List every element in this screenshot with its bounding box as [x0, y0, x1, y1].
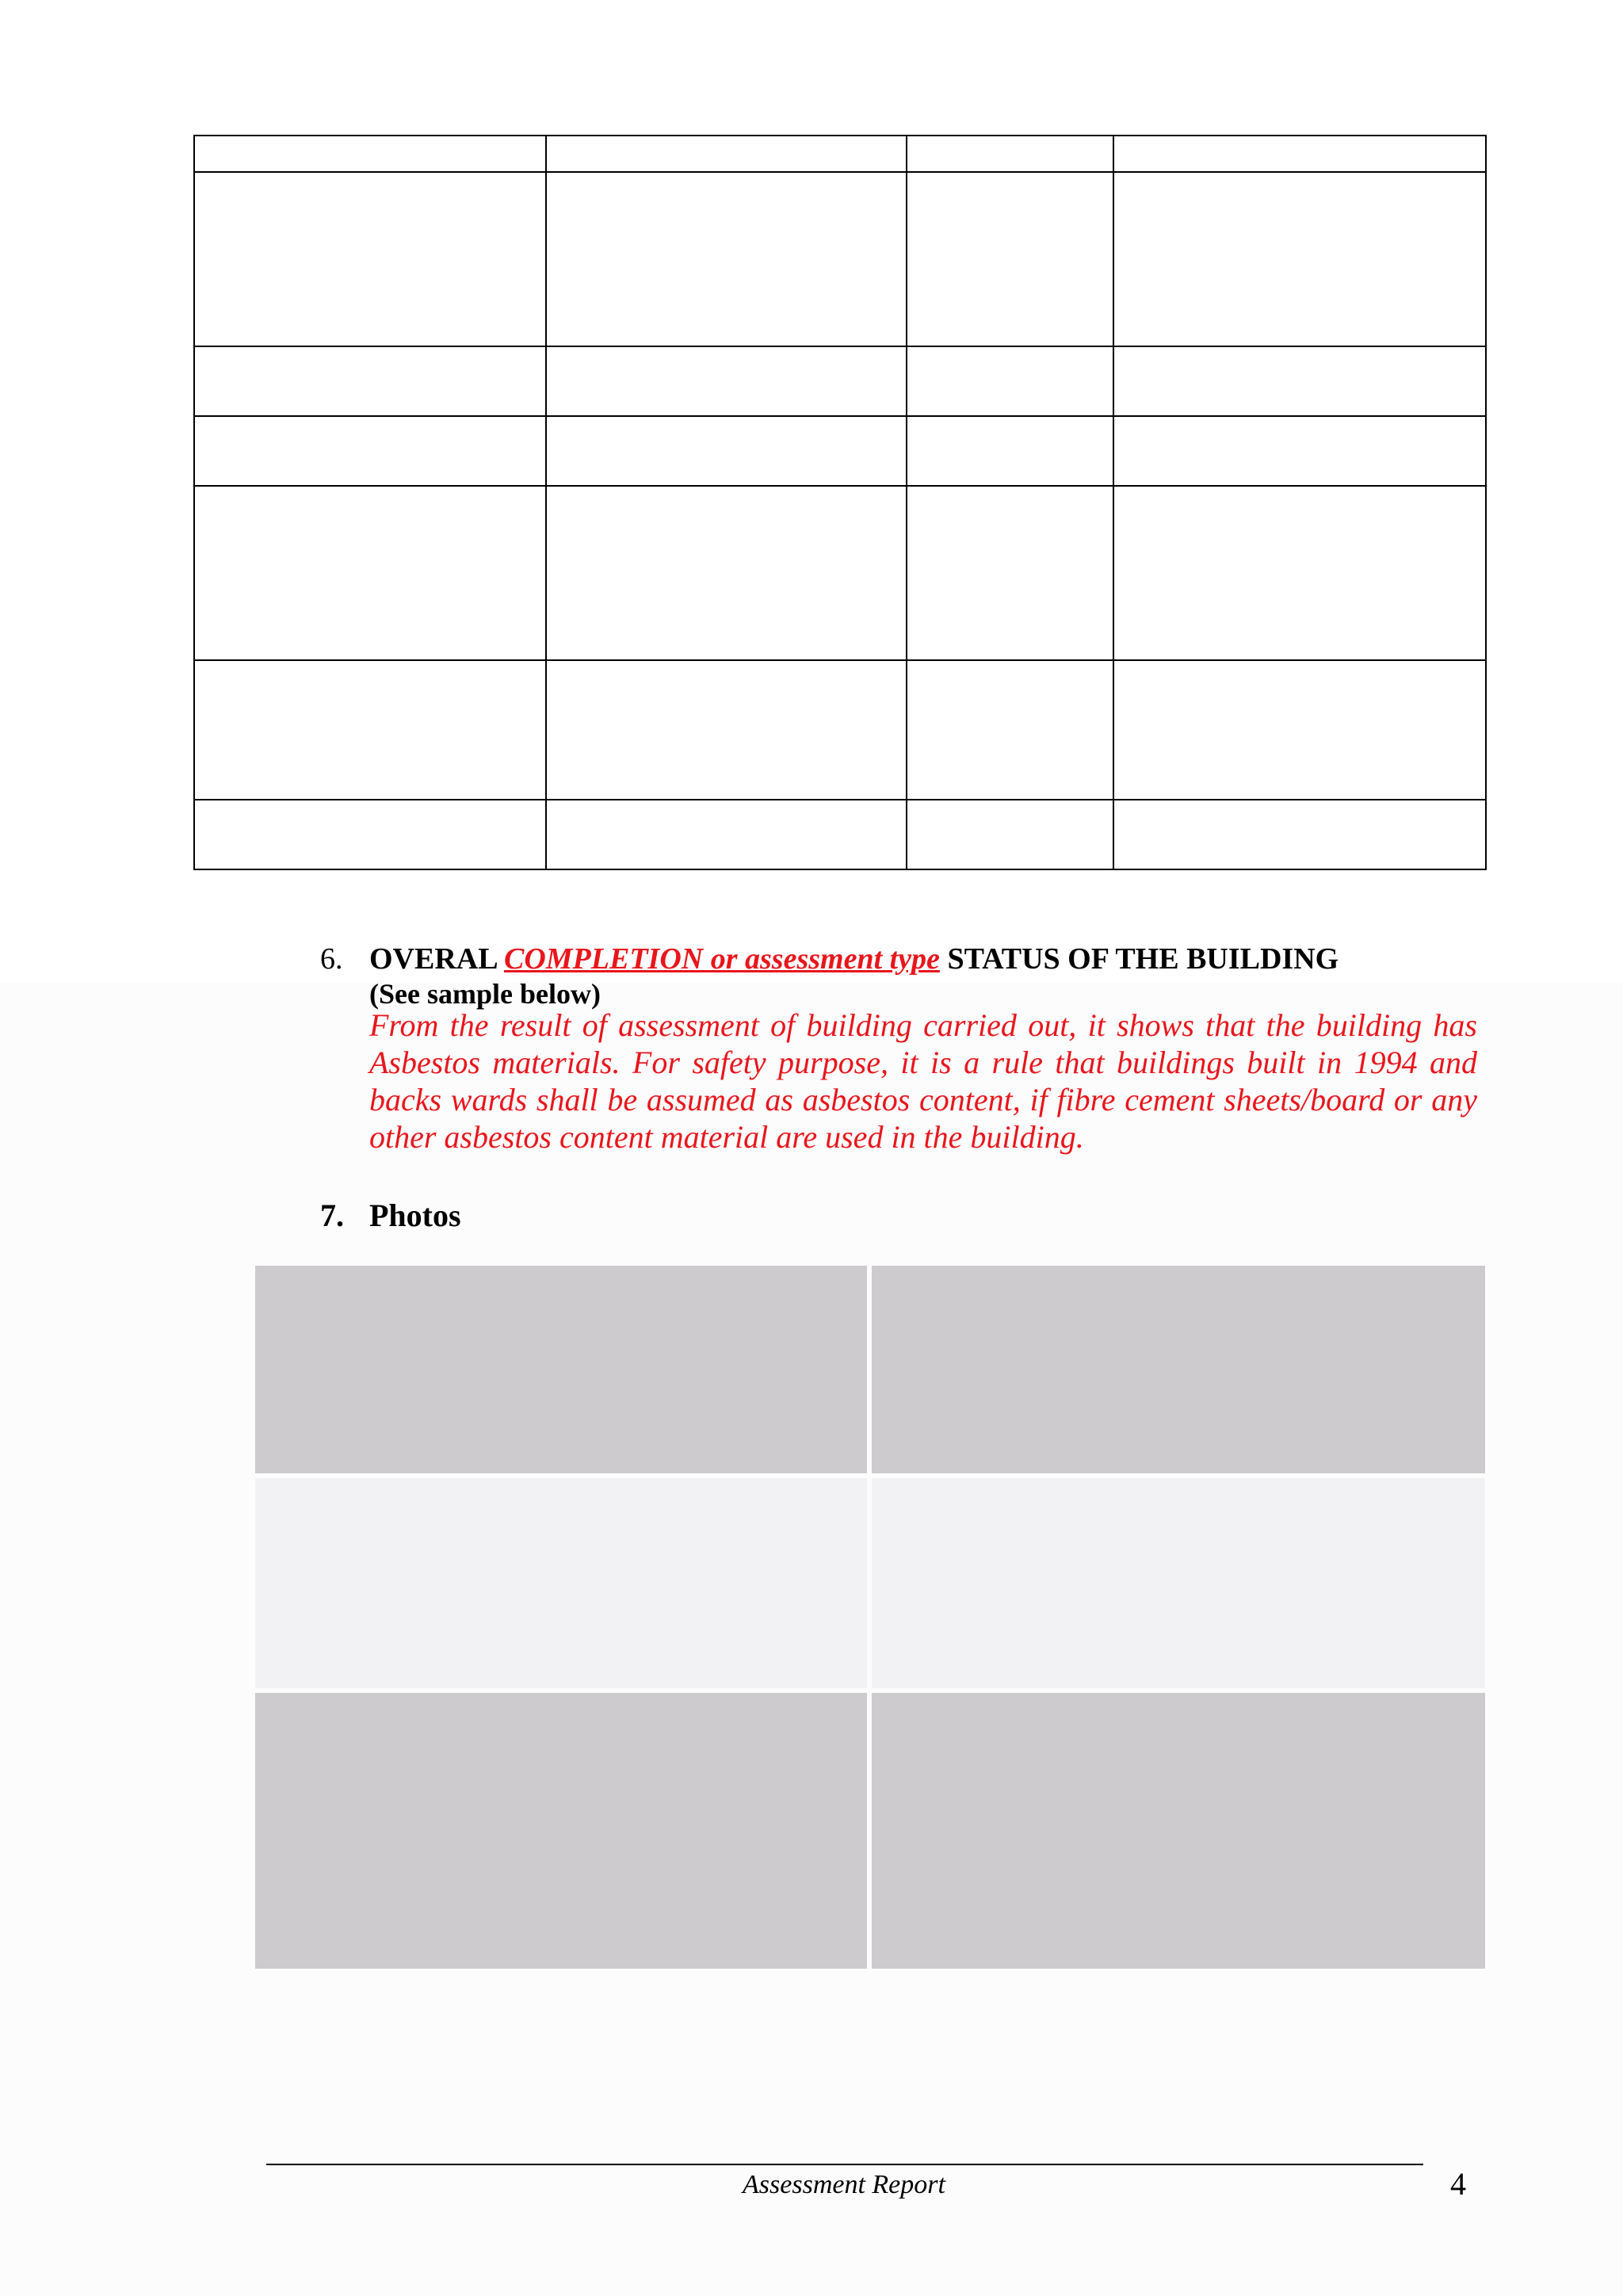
table-cell [194, 346, 546, 416]
section-6-heading [369, 942, 1338, 976]
table-cell [1113, 800, 1486, 869]
section-6-subtitle: (See sample below) [369, 978, 601, 1010]
table-row [194, 172, 1486, 346]
table-cell [546, 416, 907, 486]
table-row [194, 136, 1486, 172]
photo-placeholder [872, 1266, 1485, 1473]
page-number: 4 [1450, 2166, 1466, 2202]
section-6-sample-paragraph: From the result of assessment of building carried out, it shows that the building has Asbestos materials. For safety purpose, it is a rule that buildings built in 1994 and backs wards shall be assumed as asbestos content, if fibre cement sheets/board or any other asbestos content material are used in the building. [369, 1007, 1477, 1155]
table-cell [1113, 416, 1486, 486]
table-cell [1113, 660, 1486, 800]
table-cell [1113, 486, 1486, 660]
heading-red-placeholder: COMPLETION or assessment type [503, 942, 940, 976]
blank-assessment-table [193, 135, 1487, 870]
table-cell [546, 346, 907, 416]
table-row [194, 800, 1486, 869]
table-cell [907, 486, 1113, 660]
table-cell [907, 800, 1113, 869]
heading-part-1: OVERAL [369, 942, 504, 976]
table-cell [907, 136, 1113, 172]
footer-divider [266, 2164, 1423, 2165]
table-cell [194, 416, 546, 486]
table-cell [546, 486, 907, 660]
table-cell [546, 172, 907, 346]
table-cell [194, 486, 546, 660]
table-cell [907, 346, 1113, 416]
table-cell [546, 136, 907, 172]
section-6-number: 6. [320, 942, 343, 976]
table-cell [546, 800, 907, 869]
table-cell [1113, 172, 1486, 346]
table-cell [194, 172, 546, 346]
photo-placeholder [872, 1693, 1485, 1969]
table-row [194, 416, 1486, 486]
table-cell [194, 800, 546, 869]
table-cell [1113, 346, 1486, 416]
table-cell [194, 136, 546, 172]
table-cell [907, 416, 1113, 486]
table-cell [546, 660, 907, 800]
table-row [194, 346, 1486, 416]
footer-label: Assessment Report [743, 2170, 945, 2199]
photo-placeholder [255, 1478, 867, 1688]
table-cell [907, 660, 1113, 800]
heading-part-2: STATUS OF THE BUILDING [939, 942, 1339, 976]
section-7-number: 7. [320, 1198, 344, 1233]
table-row [194, 486, 1486, 660]
photo-placeholder [872, 1478, 1485, 1688]
photo-placeholder [255, 1693, 867, 1969]
table-cell [907, 172, 1113, 346]
table-row [194, 660, 1486, 800]
table-cell [1113, 136, 1486, 172]
photo-placeholder [255, 1266, 867, 1473]
section-7-title: Photos [369, 1198, 461, 1233]
table-cell [194, 660, 546, 800]
